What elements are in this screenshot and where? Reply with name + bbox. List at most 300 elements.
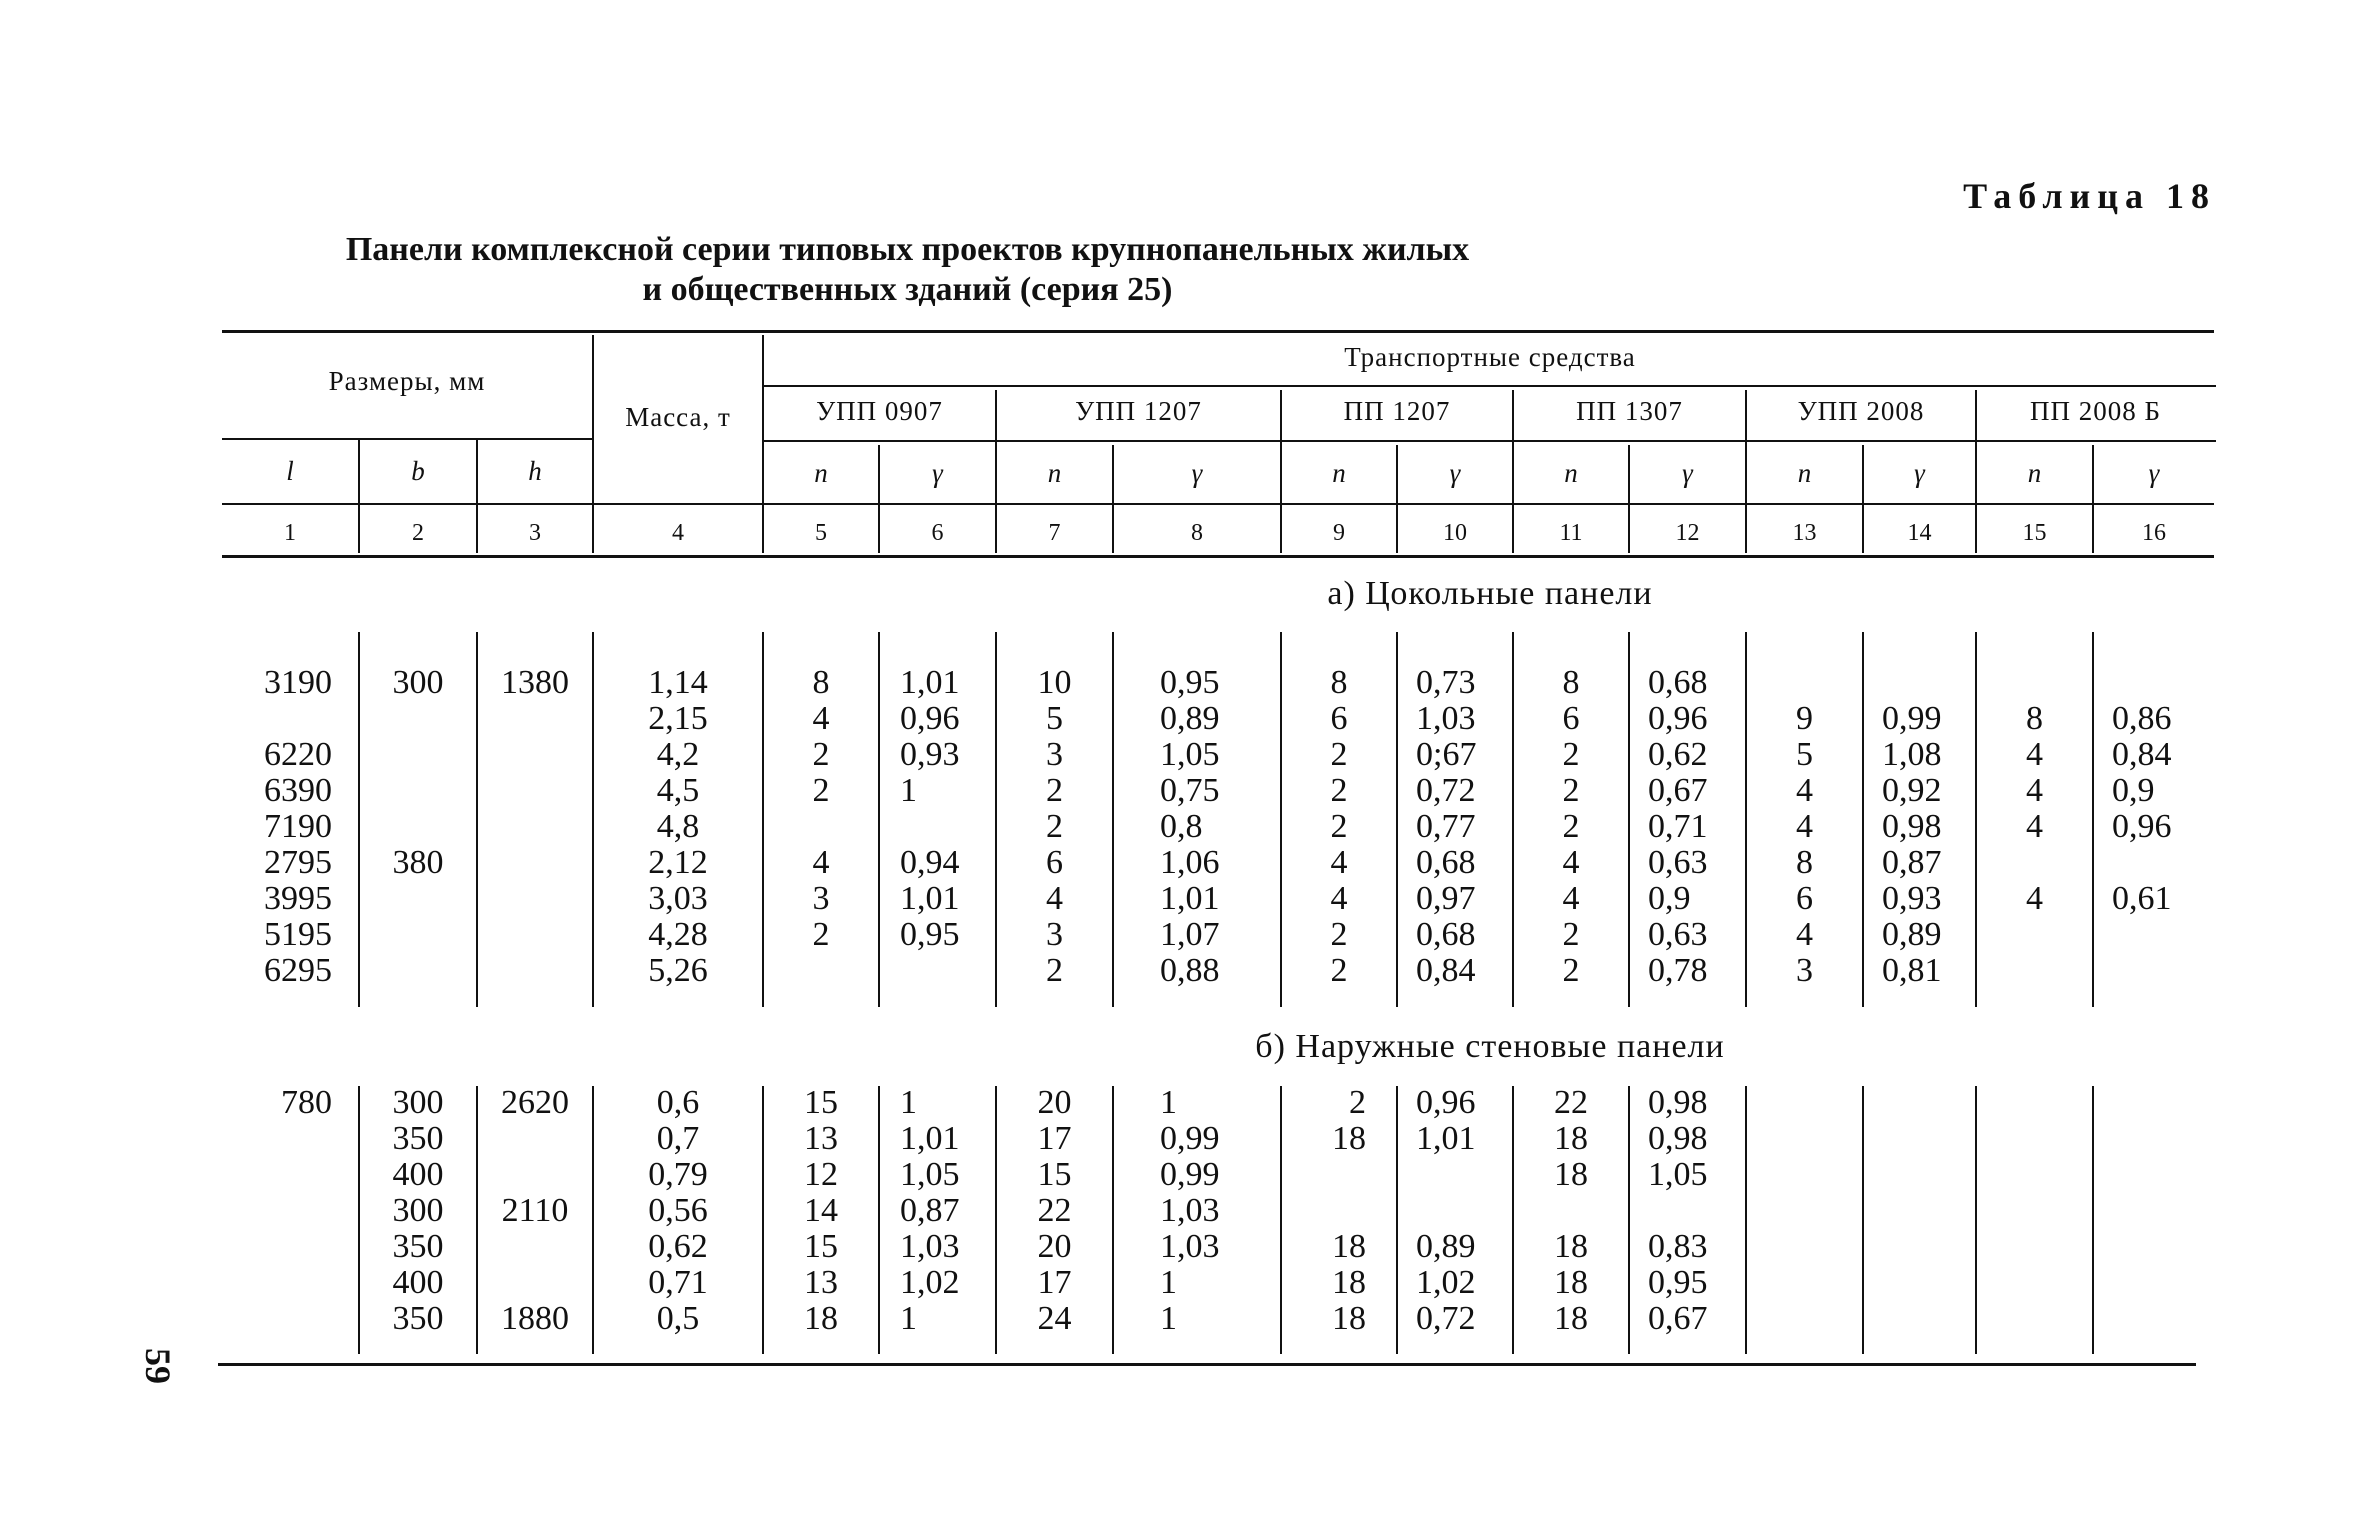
section-b-col-g1 bbox=[900, 1085, 995, 1337]
table-cell bbox=[764, 953, 878, 989]
header-transport: Транспортные средства bbox=[1344, 342, 1636, 372]
table-cell: 8 bbox=[1562, 664, 1580, 701]
table-cell: 5 bbox=[1046, 700, 1063, 737]
table-cell bbox=[1282, 1157, 1366, 1193]
header-gamma-3: γ bbox=[1449, 458, 1461, 488]
table-cell bbox=[900, 953, 995, 989]
table-cell: 18 bbox=[1554, 1120, 1588, 1157]
section-b-col-n4 bbox=[1514, 1085, 1628, 1337]
table-cell bbox=[360, 917, 476, 953]
table-cell: 2 bbox=[1046, 808, 1063, 845]
table-cell: 0,89 bbox=[1160, 700, 1220, 737]
table-cell: 4 bbox=[1330, 880, 1348, 917]
table-cell: 4 bbox=[1046, 880, 1063, 917]
table-cell: 4 bbox=[812, 700, 830, 737]
table-cell: 0,95 bbox=[900, 916, 960, 953]
table-cell bbox=[2112, 845, 2212, 881]
table-cell: 0,93 bbox=[900, 736, 960, 773]
table-cell bbox=[478, 773, 592, 809]
table-cell: 0,8 bbox=[1160, 808, 1203, 845]
header-gamma-6: γ bbox=[2148, 458, 2160, 488]
table-cell bbox=[222, 1229, 332, 1265]
section-b-col-h bbox=[478, 1085, 592, 1337]
table-cell: 3190 bbox=[264, 664, 332, 701]
section-b-col-n1 bbox=[764, 1085, 878, 1337]
table-cell: 0,99 bbox=[1882, 700, 1942, 737]
table-cell: 4 bbox=[1796, 808, 1813, 845]
table-cell: 0,5 bbox=[656, 1300, 700, 1337]
table-cell: 0,63 bbox=[1648, 844, 1708, 881]
table-cell: 2,12 bbox=[648, 844, 708, 881]
table-cell: 0,81 bbox=[1882, 952, 1942, 989]
table-cell: 0,78 bbox=[1648, 952, 1708, 989]
table-cell: 0,96 bbox=[1648, 700, 1708, 737]
table-cell: 0,72 bbox=[1416, 1300, 1476, 1337]
section-a-col-n4 bbox=[1514, 665, 1628, 989]
table-cell bbox=[222, 701, 332, 737]
table-cell: 18 bbox=[1554, 1156, 1588, 1193]
table-cell: 1 bbox=[1160, 1264, 1177, 1301]
table-cell: 1,03 bbox=[900, 1228, 960, 1265]
vrule-a-5 bbox=[878, 632, 880, 1007]
table-cell bbox=[360, 881, 476, 917]
table-cell: 17 bbox=[1037, 1120, 1072, 1157]
table-cell: 4 bbox=[2026, 772, 2043, 809]
table-cell: 350 bbox=[392, 1120, 444, 1157]
table-cell: 300 bbox=[392, 1084, 444, 1121]
table-cell: 8 bbox=[2026, 700, 2043, 737]
table-cell: 2 bbox=[812, 916, 830, 953]
section-a-col-g6 bbox=[2112, 665, 2212, 989]
header-vehicle-2: УПП 1207 bbox=[1075, 396, 1202, 426]
table-cell: 2620 bbox=[501, 1084, 569, 1121]
table-cell bbox=[900, 809, 995, 845]
table-cell: 0,96 bbox=[900, 700, 960, 737]
table-cell: 2 bbox=[812, 772, 830, 809]
table-cell bbox=[478, 737, 592, 773]
header-n-1: n bbox=[814, 458, 828, 488]
table-cell: 2 bbox=[1562, 772, 1580, 809]
table-cell: 2 bbox=[1330, 808, 1348, 845]
section-a-col-l bbox=[222, 665, 332, 989]
table-cell: 6 bbox=[1796, 880, 1813, 917]
table-cell bbox=[478, 1265, 592, 1301]
table-cell: 14 bbox=[804, 1192, 838, 1229]
table-cell: 0,63 bbox=[1648, 916, 1708, 953]
header-vehicle-1: УПП 0907 bbox=[816, 396, 943, 426]
table-cell: 0,87 bbox=[1882, 844, 1942, 881]
table-cell: 0,68 bbox=[1416, 916, 1476, 953]
table-cell: 0,83 bbox=[1648, 1228, 1708, 1265]
table-cell bbox=[478, 1229, 592, 1265]
table-cell: 2 bbox=[1330, 952, 1348, 989]
table-cell: 4,8 bbox=[656, 808, 700, 845]
table-cell bbox=[222, 1193, 332, 1229]
table-cell bbox=[1416, 1193, 1512, 1229]
table-cell: 1,01 bbox=[900, 664, 960, 701]
section-b-col-g4 bbox=[1648, 1085, 1745, 1337]
table-title bbox=[0, 230, 1815, 310]
table-cell: 0,96 bbox=[1416, 1084, 1476, 1121]
table-cell: 1,08 bbox=[1882, 736, 1942, 773]
table-cell: 6 bbox=[1562, 700, 1580, 737]
table-cell bbox=[2112, 665, 2212, 701]
section-b-col-g3 bbox=[1416, 1085, 1512, 1337]
table-cell: 0,68 bbox=[1648, 664, 1708, 701]
vrule-a-9 bbox=[1396, 632, 1398, 1007]
table-cell: 6390 bbox=[264, 772, 332, 809]
table-cell bbox=[478, 845, 592, 881]
section-a-col-h bbox=[478, 665, 592, 989]
table-cell: 18 bbox=[1554, 1300, 1588, 1337]
table-cell: 3 bbox=[1046, 736, 1063, 773]
table-cell: 2110 bbox=[501, 1192, 569, 1229]
table-cell: 2 bbox=[1562, 736, 1580, 773]
table-cell: 6220 bbox=[264, 736, 332, 773]
vrule-b-14 bbox=[1975, 1086, 1977, 1354]
section-b-col-n2 bbox=[997, 1085, 1112, 1337]
header-vehicle-3: ПП 1207 bbox=[1343, 396, 1451, 426]
table-cell: 1,07 bbox=[1160, 916, 1220, 953]
rule-bottom bbox=[218, 1363, 2196, 1366]
table-cell: 18 bbox=[1554, 1264, 1588, 1301]
table-cell: 0,72 bbox=[1416, 772, 1476, 809]
table-cell: 4 bbox=[2026, 880, 2043, 917]
table-cell: 0,98 bbox=[1648, 1120, 1708, 1157]
header-n-2: n bbox=[1047, 458, 1062, 488]
col-number-7: 7 bbox=[1048, 520, 1061, 546]
table-cell: 18 bbox=[1332, 1264, 1366, 1301]
table-cell: 5195 bbox=[264, 916, 332, 953]
table-title-line-2: и общественных зданий (серия 25) bbox=[642, 271, 1173, 308]
table-cell: 4 bbox=[1796, 772, 1813, 809]
vrule-b-15 bbox=[2092, 1086, 2094, 1354]
table-cell bbox=[1882, 665, 1975, 701]
table-cell bbox=[2112, 953, 2212, 989]
col-number-14: 14 bbox=[1907, 520, 1932, 546]
table-cell: 1 bbox=[900, 1084, 917, 1121]
table-cell: 4 bbox=[2026, 808, 2043, 845]
table-cell bbox=[1977, 845, 2092, 881]
table-cell: 2 bbox=[1562, 952, 1580, 989]
section-b-col-b bbox=[360, 1085, 476, 1337]
table-cell bbox=[222, 1121, 332, 1157]
table-cell: 0;67 bbox=[1416, 736, 1477, 773]
table-cell: 400 bbox=[392, 1264, 444, 1301]
table-cell: 2 bbox=[1562, 916, 1580, 953]
table-cell bbox=[1514, 1193, 1628, 1229]
table-cell: 13 bbox=[804, 1264, 838, 1301]
vrule-a-7 bbox=[1112, 632, 1114, 1007]
table-cell: 1,01 bbox=[1160, 880, 1220, 917]
table-cell bbox=[222, 1265, 332, 1301]
section-a-col-n6 bbox=[1977, 665, 2092, 989]
table-cell: 2 bbox=[1330, 916, 1348, 953]
header-n-3: n bbox=[1332, 458, 1346, 488]
col-number-1: 1 bbox=[284, 520, 296, 546]
section-a-title: а) Цокольные панели bbox=[1327, 575, 1653, 612]
table-cell: 20 bbox=[1037, 1084, 1072, 1121]
table-cell bbox=[1977, 917, 2092, 953]
table-cell: 3,03 bbox=[648, 880, 708, 917]
table-cell: 5,26 bbox=[648, 952, 708, 989]
section-a-col-n5 bbox=[1747, 665, 1862, 989]
table-cell bbox=[2112, 917, 2212, 953]
header-dim-h: h bbox=[528, 456, 542, 486]
table-cell: 1,05 bbox=[1648, 1156, 1708, 1193]
table-cell: 17 bbox=[1037, 1264, 1072, 1301]
table-cell: 1,01 bbox=[1416, 1120, 1476, 1157]
table-cell: 4 bbox=[2026, 736, 2043, 773]
table-cell: 0,84 bbox=[2112, 736, 2172, 773]
table-cell: 1,03 bbox=[1416, 700, 1476, 737]
table-cell: 6295 bbox=[264, 952, 332, 989]
table-cell bbox=[360, 701, 476, 737]
table-cell: 3995 bbox=[264, 880, 332, 917]
table-cell bbox=[360, 809, 476, 845]
table-cell: 13 bbox=[804, 1120, 838, 1157]
table-cell: 4 bbox=[812, 844, 830, 881]
header-gamma-2: γ bbox=[1191, 458, 1203, 488]
table-cell: 0,61 bbox=[2112, 880, 2172, 917]
table-cell: 6 bbox=[1330, 700, 1348, 737]
table-cell bbox=[360, 773, 476, 809]
table-cell: 15 bbox=[804, 1084, 838, 1121]
table-cell: 2 bbox=[1562, 808, 1580, 845]
table-cell: 0,71 bbox=[648, 1264, 708, 1301]
table-cell bbox=[478, 953, 592, 989]
header-gamma-5: γ bbox=[1914, 458, 1925, 488]
table-cell: 0,93 bbox=[1882, 880, 1942, 917]
page-number: 59 bbox=[138, 1348, 178, 1384]
table-cell bbox=[360, 953, 476, 989]
table-cell: 0,98 bbox=[1648, 1084, 1708, 1121]
table-cell: 400 bbox=[392, 1156, 444, 1193]
section-a-col-g4 bbox=[1648, 665, 1745, 989]
col-number-11: 11 bbox=[1559, 520, 1583, 546]
table-cell: 1,01 bbox=[900, 880, 960, 917]
table-cell: 0,71 bbox=[1648, 808, 1708, 845]
col-number-2: 2 bbox=[412, 520, 424, 546]
table-cell: 10 bbox=[1037, 664, 1072, 701]
table-cell: 1,02 bbox=[1416, 1264, 1476, 1301]
rule-vehicles bbox=[764, 440, 2216, 442]
table-cell: 18 bbox=[804, 1300, 838, 1337]
table-cell: 20 bbox=[1037, 1228, 1072, 1265]
rule-header-bottom bbox=[222, 555, 2214, 558]
table-label: Таблица 18 bbox=[1963, 176, 2216, 216]
rule-sizes bbox=[222, 438, 592, 440]
table-cell: 1380 bbox=[501, 664, 569, 701]
table-cell: 1 bbox=[1160, 1084, 1177, 1121]
section-a-col-n3 bbox=[1282, 665, 1396, 989]
section-a-col-g5 bbox=[1882, 665, 1975, 989]
table-cell: 350 bbox=[392, 1228, 444, 1265]
table-cell: 5 bbox=[1796, 736, 1813, 773]
table-cell: 0,95 bbox=[1160, 664, 1220, 701]
table-cell: 0,92 bbox=[1882, 772, 1942, 809]
table-cell: 4 bbox=[1330, 844, 1348, 881]
vrule-b-12 bbox=[1745, 1086, 1747, 1354]
header-vehicle-6: ПП 2008 Б bbox=[2029, 396, 2161, 426]
header-n-6: n bbox=[2027, 458, 2042, 488]
vrule-b-5 bbox=[878, 1086, 880, 1354]
section-b-col-n3 bbox=[1282, 1085, 1366, 1337]
vrule-b-11 bbox=[1628, 1086, 1630, 1354]
col-number-5: 5 bbox=[815, 520, 827, 546]
col-number-15: 15 bbox=[2022, 520, 2047, 546]
table-cell: 1,03 bbox=[1160, 1192, 1220, 1229]
table-cell: 780 bbox=[281, 1084, 332, 1121]
col-number-8: 8 bbox=[1191, 520, 1203, 546]
table-cell bbox=[1416, 1157, 1512, 1193]
table-cell: 0,75 bbox=[1160, 772, 1220, 809]
section-a-col-g3 bbox=[1416, 665, 1512, 989]
table-cell: 4,28 bbox=[648, 916, 708, 953]
col-number-12: 12 bbox=[1675, 520, 1700, 546]
table-cell: 2 bbox=[1046, 952, 1063, 989]
table-cell: 2795 bbox=[264, 844, 332, 881]
table-cell: 1 bbox=[900, 1300, 917, 1337]
col-number-10: 10 bbox=[1443, 520, 1467, 546]
table-cell bbox=[478, 917, 592, 953]
col-number-6: 6 bbox=[931, 520, 944, 546]
table-cell: 18 bbox=[1332, 1120, 1366, 1157]
section-a-col-b bbox=[360, 665, 476, 989]
table-cell: 2 bbox=[812, 736, 830, 773]
col-number-16: 16 bbox=[2142, 520, 2166, 546]
table-cell: 1,02 bbox=[900, 1264, 960, 1301]
table-title-line-1: Панели комплексной серии типовых проектов крупнопанельных жилых bbox=[345, 231, 1470, 268]
table-cell: 0,89 bbox=[1882, 916, 1942, 953]
table-cell: 1,14 bbox=[648, 664, 708, 701]
header-vehicle-4: ПП 1307 bbox=[1576, 396, 1683, 426]
table-cell: 8 bbox=[1330, 664, 1348, 701]
table-cell: 0,62 bbox=[648, 1228, 708, 1265]
table-cell: 1,06 bbox=[1160, 844, 1220, 881]
table-cell: 4,5 bbox=[656, 772, 700, 809]
table-cell bbox=[478, 809, 592, 845]
header-dim-l: l bbox=[286, 456, 294, 486]
table-cell: 4 bbox=[1562, 880, 1580, 917]
section-b-title: б) Наружные стеновые панели bbox=[1255, 1028, 1725, 1065]
table-cell: 0,96 bbox=[2112, 808, 2172, 845]
table-cell: 1,05 bbox=[1160, 736, 1220, 773]
header-gamma-4: γ bbox=[1682, 458, 1693, 488]
table-cell: 22 bbox=[1037, 1192, 1072, 1229]
table-cell: 2 bbox=[1046, 772, 1063, 809]
table-cell: 4,2 bbox=[656, 736, 700, 773]
table-cell: 1,03 bbox=[1160, 1228, 1220, 1265]
table-cell: 1 bbox=[900, 772, 917, 809]
table-cell: 0,9 bbox=[1648, 880, 1691, 917]
table-cell: 0,89 bbox=[1416, 1228, 1476, 1265]
table-cell: 1,01 bbox=[900, 1120, 960, 1157]
table-cell bbox=[222, 1301, 332, 1337]
vrule-a-15 bbox=[2092, 632, 2094, 1007]
table-cell bbox=[764, 809, 878, 845]
rule-subheaders bbox=[222, 503, 2214, 505]
table-cell: 0,94 bbox=[900, 844, 960, 881]
table-cell: 300 bbox=[392, 1192, 444, 1229]
table-cell: 350 bbox=[392, 1300, 444, 1337]
table-cell bbox=[1977, 953, 2092, 989]
table-cell: 7190 bbox=[264, 808, 332, 845]
table-cell: 6 bbox=[1046, 844, 1063, 881]
table-cell: 0,99 bbox=[1160, 1120, 1220, 1157]
table-cell: 0,86 bbox=[2112, 700, 2172, 737]
table-cell: 0,67 bbox=[1648, 772, 1708, 809]
section-b-col-l bbox=[222, 1085, 332, 1337]
section-a-col-mass bbox=[594, 665, 762, 989]
table-cell: 15 bbox=[1037, 1156, 1072, 1193]
table-cell: 0,84 bbox=[1416, 952, 1476, 989]
section-a-col-g1 bbox=[900, 665, 995, 989]
col-number-13: 13 bbox=[1792, 520, 1817, 546]
table-cell: 3 bbox=[1046, 916, 1063, 953]
table-cell: 1,05 bbox=[900, 1156, 960, 1193]
table-cell bbox=[1282, 1193, 1366, 1229]
table-cell bbox=[222, 1157, 332, 1193]
col-number-9: 9 bbox=[1333, 520, 1345, 546]
table-cell: 3 bbox=[812, 880, 830, 917]
table-cell bbox=[1648, 1193, 1745, 1229]
header-dim-b: b bbox=[411, 456, 425, 486]
table-cell: 22 bbox=[1554, 1084, 1588, 1121]
vrule-b-13 bbox=[1862, 1086, 1864, 1354]
table-cell: 0,99 bbox=[1160, 1156, 1220, 1193]
section-a-col-g2 bbox=[1160, 665, 1280, 989]
table-cell: 2 bbox=[1330, 772, 1348, 809]
header-mass: Масса, т bbox=[625, 402, 731, 432]
table-cell: 0,88 bbox=[1160, 952, 1220, 989]
header-sizes: Размеры, мм bbox=[328, 366, 486, 396]
col-number-4: 4 bbox=[672, 520, 684, 546]
table-cell: 0,97 bbox=[1416, 880, 1476, 917]
header-n-4: n bbox=[1564, 458, 1578, 488]
table-cell: 8 bbox=[1796, 844, 1813, 881]
table-cell: 0,87 bbox=[900, 1192, 960, 1229]
header-vehicle-5: УПП 2008 bbox=[1797, 396, 1925, 426]
table-cell: 300 bbox=[392, 664, 444, 701]
table-cell: 2 bbox=[1349, 1084, 1366, 1121]
table-cell: 2 bbox=[1330, 736, 1348, 773]
table-cell: 0,77 bbox=[1416, 808, 1476, 845]
table-cell: 18 bbox=[1332, 1228, 1366, 1265]
section-a-col-n2 bbox=[997, 665, 1112, 989]
table-cell: 0,95 bbox=[1648, 1264, 1708, 1301]
header-gamma-1: γ bbox=[932, 458, 943, 488]
table-cell: 4 bbox=[1562, 844, 1580, 881]
rule-top bbox=[222, 330, 2214, 333]
table-cell: 12 bbox=[804, 1156, 838, 1193]
table-cell: 0,73 bbox=[1416, 664, 1476, 701]
table-cell bbox=[478, 1121, 592, 1157]
vrule-a-11 bbox=[1628, 632, 1630, 1007]
table-cell: 0,62 bbox=[1648, 736, 1708, 773]
table-cell: 1880 bbox=[501, 1300, 569, 1337]
table-cell: 0,9 bbox=[2112, 772, 2155, 809]
table-cell: 18 bbox=[1332, 1300, 1366, 1337]
col-number-3: 3 bbox=[529, 520, 541, 546]
table-cell: 0,56 bbox=[648, 1192, 708, 1229]
table-cell bbox=[360, 737, 476, 773]
table-cell: 0,98 bbox=[1882, 808, 1942, 845]
table-cell: 0,68 bbox=[1416, 844, 1476, 881]
vrule-a-13 bbox=[1862, 632, 1864, 1007]
table-cell: 380 bbox=[392, 844, 444, 881]
table-cell: 3 bbox=[1796, 952, 1813, 989]
